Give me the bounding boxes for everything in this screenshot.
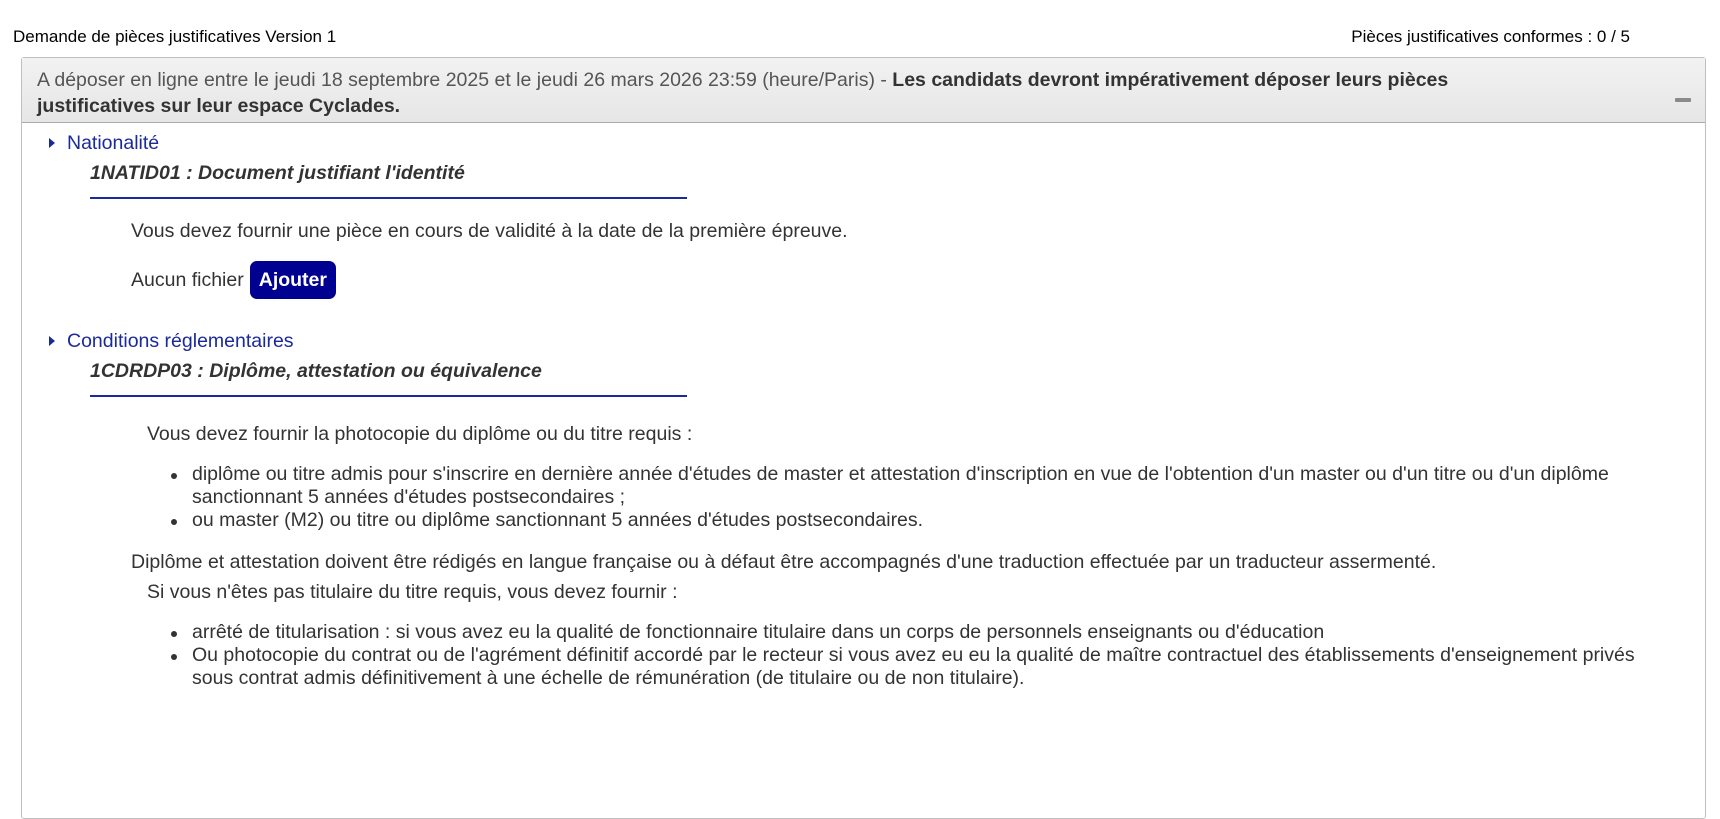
section-toggle-nationalite[interactable] xyxy=(49,129,1705,157)
language-note: Diplôme et attestation doivent être rédigés en langue française ou à défaut être accompagnés d'une traduction effectuée par un traducteur assermenté. xyxy=(131,551,1437,573)
document-title: 1CDRDP03 : Diplôme, attestation ou équivalence xyxy=(90,355,687,397)
deadline-notice: Les candidats devront impérativement déposer leurs pièces justificatives sur leur espace Cyclades. xyxy=(37,69,1449,117)
panel-header xyxy=(22,58,1705,123)
requirements-list xyxy=(22,463,1642,532)
list-item: arrêté de titularisation : si vous avez eu la qualité de fonctionnaire titulaire dans un corps de personnels enseignants ou d'éducation xyxy=(192,621,1642,644)
alternative-list xyxy=(22,621,1642,690)
document-description: Vous devez fournir une pièce en cours de validité à la date de la première épreuve. xyxy=(131,220,848,242)
no-file-label: Aucun fichier xyxy=(131,268,244,291)
documents-panel xyxy=(21,57,1706,819)
caret-right-icon xyxy=(49,138,55,148)
collapse-icon[interactable] xyxy=(1675,98,1691,102)
document-title: 1NATID01 : Document justifiant l'identité xyxy=(90,157,687,199)
alternative-intro: Si vous n'êtes pas titulaire du titre requis, vous devez fournir : xyxy=(147,581,678,603)
document-intro: Vous devez fournir la photocopie du diplôme ou du titre requis : xyxy=(147,423,693,445)
deadline-text: A déposer en ligne entre le jeudi 18 septembre 2025 et le jeudi 26 mars 2026 23:59 (heure/Paris) - xyxy=(37,69,893,91)
list-item: Ou photocopie du contrat ou de l'agrément définitif accordé par le recteur si vous avez eu eu la qualité de maître contractuel des établissements d'enseignement privés sous contrat admis définitivement à une échelle de rémunération (de titulaire ou de non titulaire). xyxy=(192,644,1642,690)
list-item: ou master (M2) ou titre ou diplôme sanctionnant 5 années d'études postsecondaires. xyxy=(192,509,1642,532)
list-item: diplôme ou titre admis pour s'inscrire en dernière année d'études de master et attestation d'inscription en vue de l'obtention d'un master ou d'un titre ou d'un diplôme sanctionnant 5 années d'études postsecondaires ; xyxy=(192,463,1642,509)
panel-content xyxy=(22,123,1705,690)
section-title: Nationalité xyxy=(67,132,160,154)
section-title: Conditions réglementaires xyxy=(67,330,294,352)
upload-row xyxy=(131,261,1705,299)
section-toggle-conditions[interactable] xyxy=(49,327,1705,355)
conformity-status: Pièces justificatives conformes : 0 / 5 xyxy=(1351,27,1630,46)
add-file-button[interactable]: Ajouter xyxy=(250,261,336,299)
page-title: Demande de pièces justificatives Version 1 xyxy=(13,27,337,46)
page-header xyxy=(13,26,1630,50)
caret-right-icon xyxy=(49,336,55,346)
